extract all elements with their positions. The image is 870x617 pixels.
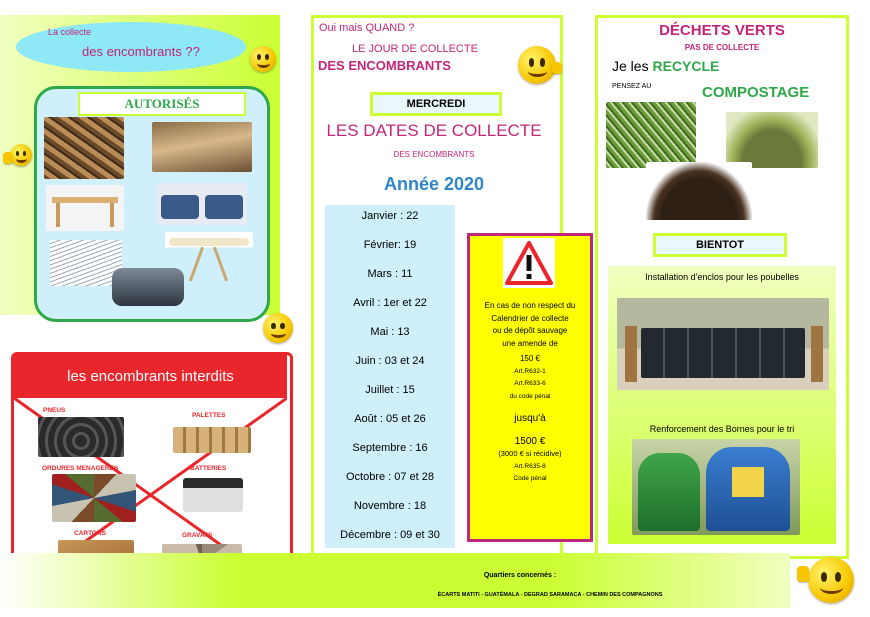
- date-item: Décembre : 09 et 30: [340, 529, 440, 541]
- districts-list: ÉCARTS MATITI - GUATÉMALA - DEGRAD SARAMACA - CHEMIN DES COMPAGNONS: [437, 592, 663, 598]
- green-waste-title: DÉCHETS VERTS: [659, 22, 785, 39]
- sofa-photo: [157, 183, 247, 225]
- pallets-photo: [173, 427, 251, 453]
- law-ref-4: Art.R635-8: [514, 462, 546, 470]
- day-badge: MERCREDI: [370, 92, 502, 116]
- table-photo: [46, 185, 124, 231]
- until-text: jusqu'à: [514, 413, 546, 424]
- date-item: Février: 19: [363, 239, 417, 251]
- warning-line3: ou de dépôt sauvage: [492, 326, 568, 335]
- forbidden-title: les encombrants interdits: [14, 355, 287, 398]
- soon-badge: BIENTOT: [653, 233, 787, 257]
- no-collection-text: PAS DE COLLECTE: [684, 43, 760, 52]
- thumbs-up-smiley-icon: [518, 46, 556, 84]
- warning-exclamation-bar: [527, 255, 532, 271]
- footer-band: [0, 553, 790, 608]
- bin-enclosure-photo: [617, 298, 829, 390]
- dates-list: [325, 205, 455, 548]
- law-ref-2: Art.R633-6: [514, 380, 546, 387]
- sorting-bins-photo: [632, 439, 800, 535]
- thinking-smiley-icon: [250, 46, 276, 72]
- bins-caption: Renforcement des Bornes pour le tri: [649, 424, 795, 434]
- bubble-line2: des encombrants ??: [82, 44, 200, 59]
- tyres-photo: [38, 417, 124, 457]
- forbidden-label-rubble: GRAVATS: [182, 532, 213, 539]
- warning-line1: En cas de non respect du: [484, 301, 576, 310]
- forbidden-label-household: ORDURES MENAGERES: [42, 465, 119, 472]
- ironing-board-top: [169, 238, 249, 246]
- repeat-fine: (3000 € si récidive): [498, 449, 562, 458]
- sofa-seat: [161, 195, 199, 219]
- forbidden-label-batteries: BATTERIES: [190, 465, 227, 472]
- thumbs-up-smiley-icon: [10, 144, 32, 166]
- bin-label: [732, 467, 764, 497]
- warning-line4: une amende de: [502, 338, 558, 348]
- fence-post: [811, 326, 823, 382]
- warning-triangle-icon: [505, 240, 553, 286]
- warning-text: [470, 300, 590, 486]
- recycle-line: [612, 58, 719, 74]
- warning-line2: Calendrier de collecte: [491, 313, 569, 323]
- fine-amount-2: 1500 €: [514, 435, 546, 447]
- warning-exclamation-dot: [527, 274, 532, 279]
- ironing-board-leg: [189, 247, 204, 282]
- allowed-title: AUTORISÉS: [78, 92, 246, 116]
- date-item: Septembre : 16: [352, 442, 428, 454]
- date-item: Juillet : 15: [365, 384, 415, 396]
- chairs-photo: [44, 117, 124, 179]
- forbidden-label-cardboard: CARTONS: [74, 530, 107, 537]
- thumb-icon: [797, 566, 809, 582]
- compost-pile-photo: [726, 112, 818, 168]
- bubble-line1: La collecte: [48, 27, 92, 37]
- law-ref-1: Art.R632-1: [514, 367, 546, 375]
- law-ref-3: du code pénal: [509, 392, 551, 400]
- date-item: Mars : 11: [367, 268, 413, 280]
- table-leg: [110, 203, 114, 227]
- law-ref-5: Code pénal: [513, 475, 547, 482]
- day-heading-line1: LE JOUR DE COLLECTE: [352, 43, 478, 55]
- day-heading-line2: DES ENCOMBRANTS: [318, 58, 451, 73]
- forbidden-label-tyres: PNEUS: [43, 407, 66, 414]
- date-item: Juin : 03 et 24: [355, 355, 425, 367]
- think-text: PENSEZ AU: [612, 83, 652, 90]
- year-heading: Année 2020: [383, 174, 485, 194]
- thumb-icon: [552, 62, 562, 74]
- recycle-prefix: Je les: [612, 58, 649, 74]
- districts-title: Quartiers concernés :: [483, 572, 557, 579]
- battery-photo: [183, 478, 243, 512]
- date-item: Avril : 1er et 22: [353, 297, 427, 309]
- date-item: Octobre : 07 et 28: [345, 471, 435, 483]
- dates-title: LES DATES DE COLLECTE: [326, 121, 542, 140]
- enclosure-caption: Installation d'enclos pour les poubelles: [645, 272, 799, 282]
- question-text: Oui mais QUAND ?: [319, 22, 415, 34]
- thumb-icon: [3, 152, 13, 164]
- grass-clippings-photo: [606, 102, 696, 168]
- fine-amount-1: 150 €: [519, 354, 541, 363]
- table-top: [52, 197, 118, 203]
- date-item: Août : 05 et 26: [354, 413, 426, 425]
- detective-smiley-icon: [263, 313, 293, 343]
- date-item: Janvier : 22: [361, 210, 419, 222]
- fence-post: [625, 326, 637, 382]
- thumbs-up-smiley-icon: [808, 557, 854, 603]
- household-waste-photo: [52, 474, 136, 522]
- ironing-board-leg: [213, 247, 228, 282]
- recycle-word: RECYCLE: [652, 58, 720, 74]
- mattress-photo: [152, 122, 252, 172]
- date-item: Mai : 13: [370, 326, 410, 338]
- table-leg: [56, 203, 60, 227]
- compost-text: COMPOSTAGE: [702, 84, 810, 101]
- soil-pile-photo: [646, 162, 752, 220]
- bag-photo: [112, 268, 184, 306]
- date-item: Novembre : 18: [353, 500, 427, 512]
- dates-subtitle: DES ENCOMBRANTS: [393, 150, 475, 159]
- sofa-seat: [205, 195, 243, 219]
- forbidden-label-pallets: PALETTES: [192, 412, 226, 419]
- bin-row: [641, 328, 805, 378]
- green-sorting-bin: [638, 453, 700, 531]
